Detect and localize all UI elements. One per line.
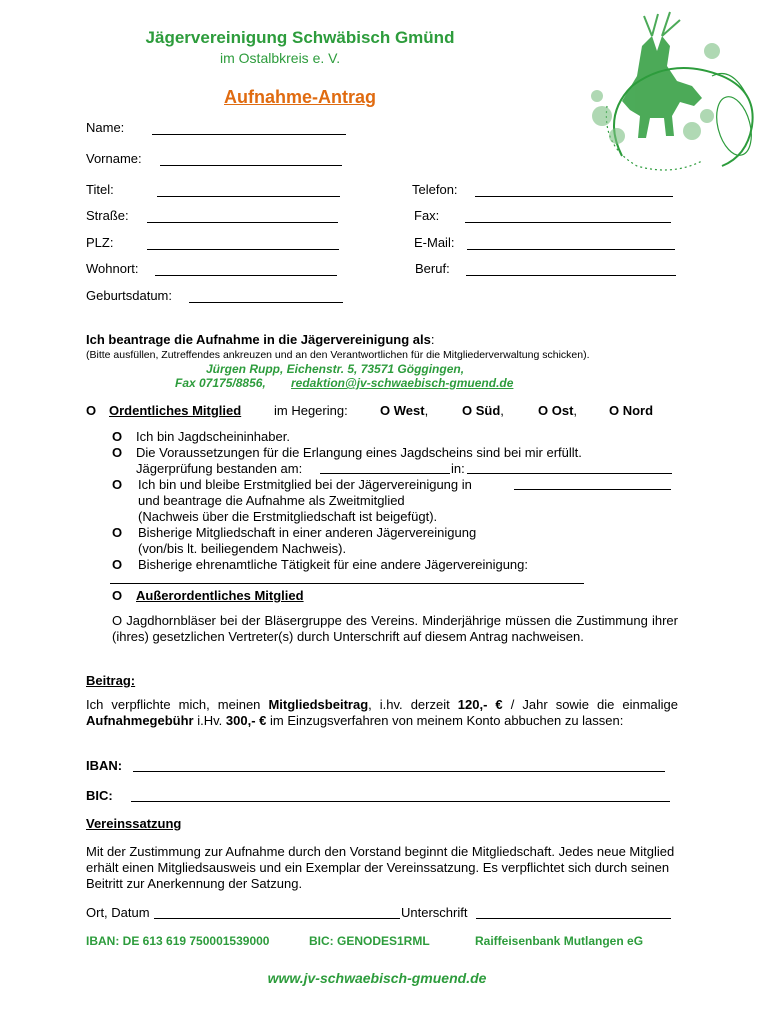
option-4-label: Bisherige Mitgliedschaft in einer anderen Jägervereinigung xyxy=(138,525,477,540)
jagdhorn-paragraph: O Jagdhornbläser bei der Bläsergruppe des Vereins. Minderjährige müssen die Zustimmung ihrer (ihres) gesetzlichen Vertreter(s) durch Unterschrift auf diesem Antrag nachweisen. xyxy=(112,613,678,644)
telefon-field[interactable] xyxy=(475,184,673,197)
vorname-field[interactable] xyxy=(160,153,342,166)
option-4-checkbox[interactable]: O xyxy=(112,525,123,540)
strasse-label: Straße: xyxy=(86,208,129,223)
option-2-checkbox[interactable]: O xyxy=(112,445,123,460)
titel-label: Titel: xyxy=(86,182,114,197)
option-3-checkbox[interactable]: O xyxy=(112,477,123,492)
footer-iban: IBAN: DE 613 619 750001539000 xyxy=(86,934,270,948)
beruf-field[interactable] xyxy=(466,263,676,276)
org-subtitle: im Ostalbkreis e. V. xyxy=(220,50,341,66)
org-name: Jägervereinigung Schwäbisch Gmünd xyxy=(145,28,455,47)
plz-label: PLZ: xyxy=(86,235,114,250)
contact-email-link[interactable]: redaktion@jv-schwaebisch-gmuend.de xyxy=(291,376,514,390)
hegering-sued-option[interactable]: O Süd, xyxy=(462,403,504,418)
erstmitglied-field[interactable] xyxy=(514,477,671,490)
name-label: Name: xyxy=(86,120,125,135)
option-1-checkbox[interactable]: O xyxy=(112,429,123,444)
contact-address: Jürgen Rupp, Eichenstr. 5, 73571 Göggingen, xyxy=(206,362,465,376)
ausser-checkbox[interactable]: O xyxy=(112,588,123,603)
ordentlich-checkbox[interactable]: O xyxy=(86,403,97,418)
unterschrift-label: Unterschrift xyxy=(401,905,468,920)
email-label: E-Mail: xyxy=(414,235,455,250)
pruefung-place-field[interactable] xyxy=(467,461,672,474)
wohnort-field[interactable] xyxy=(155,263,337,276)
hegering-label: im Hegering: xyxy=(274,403,348,418)
plz-field[interactable] xyxy=(147,237,339,250)
application-heading: Ich beantrage die Aufnahme in die Jägervereinigung als: xyxy=(86,332,435,347)
bic-label: BIC: xyxy=(86,788,113,803)
iban-label: IBAN: xyxy=(86,758,123,773)
satzung-paragraph: Mit der Zustimmung zur Aufnahme durch den Vorstand beginnt die Mitgliedschaft. Jedes neue Mitglied erhält einen Mitgliedsausweis und ein Exemplar der Vereinssatzung. Es verpflichtet sich durch seinen Beitritt zur Anerkennung der Satzung. xyxy=(86,844,675,891)
option-4-line2: (von/bis lt. beiliegendem Nachweis). xyxy=(138,541,347,556)
beitrag-paragraph: Ich verpflichte mich, meinen Mitgliedsbeitrag, i.hv. derzeit 120,- € / Jahr sowie die einmalige Aufnahmegebühr i.Hv. 300,- € im Einzugsverfahren von meinem Konto abbuchen zu lassen: xyxy=(86,697,678,728)
hegering-nord-option[interactable]: O Nord xyxy=(609,403,654,418)
option-1-label: Ich bin Jagdscheininhaber. xyxy=(136,429,290,444)
strasse-field[interactable] xyxy=(147,210,338,223)
footer-bic: BIC: GENODES1RML xyxy=(309,934,430,948)
unterschrift-field[interactable] xyxy=(476,906,671,919)
option-5-checkbox[interactable]: O xyxy=(112,557,123,572)
beruf-label: Beruf: xyxy=(415,261,450,276)
footer-website-link[interactable]: www.jv-schwaebisch-gmuend.de xyxy=(267,970,487,986)
hegering-ost-option[interactable]: O Ost, xyxy=(538,403,578,418)
ort-datum-label: Ort, Datum xyxy=(86,905,150,920)
telefon-label: Telefon: xyxy=(412,182,458,197)
deer-horn-emblem-icon xyxy=(562,6,762,176)
option-3-line2: und beantrage die Aufnahme als Zweitmitglied xyxy=(138,493,405,508)
pruefung-date-field[interactable] xyxy=(320,461,450,474)
option-2-label: Die Voraussetzungen für die Erlangung eines Jagdscheins sind bei mir erfüllt. xyxy=(136,445,582,460)
ordentlich-label: Ordentliches Mitglied xyxy=(109,403,242,418)
bic-field[interactable] xyxy=(131,789,670,802)
ort-datum-field[interactable] xyxy=(154,906,400,919)
titel-field[interactable] xyxy=(157,184,340,197)
ehrenamt-field[interactable] xyxy=(110,571,584,584)
wohnort-label: Wohnort: xyxy=(86,261,139,276)
option-3-line3: (Nachweis über die Erstmitgliedschaft ist beigefügt). xyxy=(138,509,438,524)
fax-field[interactable] xyxy=(465,210,671,223)
option-5-label: Bisherige ehrenamtliche Tätigkeit für eine andere Jägervereinigung: xyxy=(138,557,528,572)
geburtsdatum-label: Geburtsdatum: xyxy=(86,288,172,303)
fax-label: Fax: xyxy=(414,208,440,223)
email-field[interactable] xyxy=(467,237,675,250)
hegering-west-option[interactable]: O West, xyxy=(380,403,429,418)
application-instruction: (Bitte ausfüllen, Zutreffendes ankreuzen und an den Verantwortlichen für die Mitgliederverwaltung schicken). xyxy=(86,349,590,361)
footer-bank: Raiffeisenbank Mutlangen eG xyxy=(475,934,644,948)
name-field[interactable] xyxy=(152,122,346,135)
pruefung-in-label: in: xyxy=(451,461,465,476)
form-title: Aufnahme-Antrag xyxy=(224,87,376,107)
contact-fax: Fax 07175/8856, xyxy=(175,376,266,390)
vorname-label: Vorname: xyxy=(86,151,142,166)
ausser-label: Außerordentliches Mitglied xyxy=(136,588,304,603)
pruefung-label: Jägerprüfung bestanden am: xyxy=(136,461,303,476)
iban-field[interactable] xyxy=(133,759,665,772)
geburtsdatum-field[interactable] xyxy=(189,290,343,303)
option-3-label: Ich bin und bleibe Erstmitglied bei der Jägervereinigung in xyxy=(138,477,472,492)
beitrag-heading: Beitrag: xyxy=(86,673,136,688)
satzung-heading: Vereinssatzung xyxy=(86,816,182,831)
